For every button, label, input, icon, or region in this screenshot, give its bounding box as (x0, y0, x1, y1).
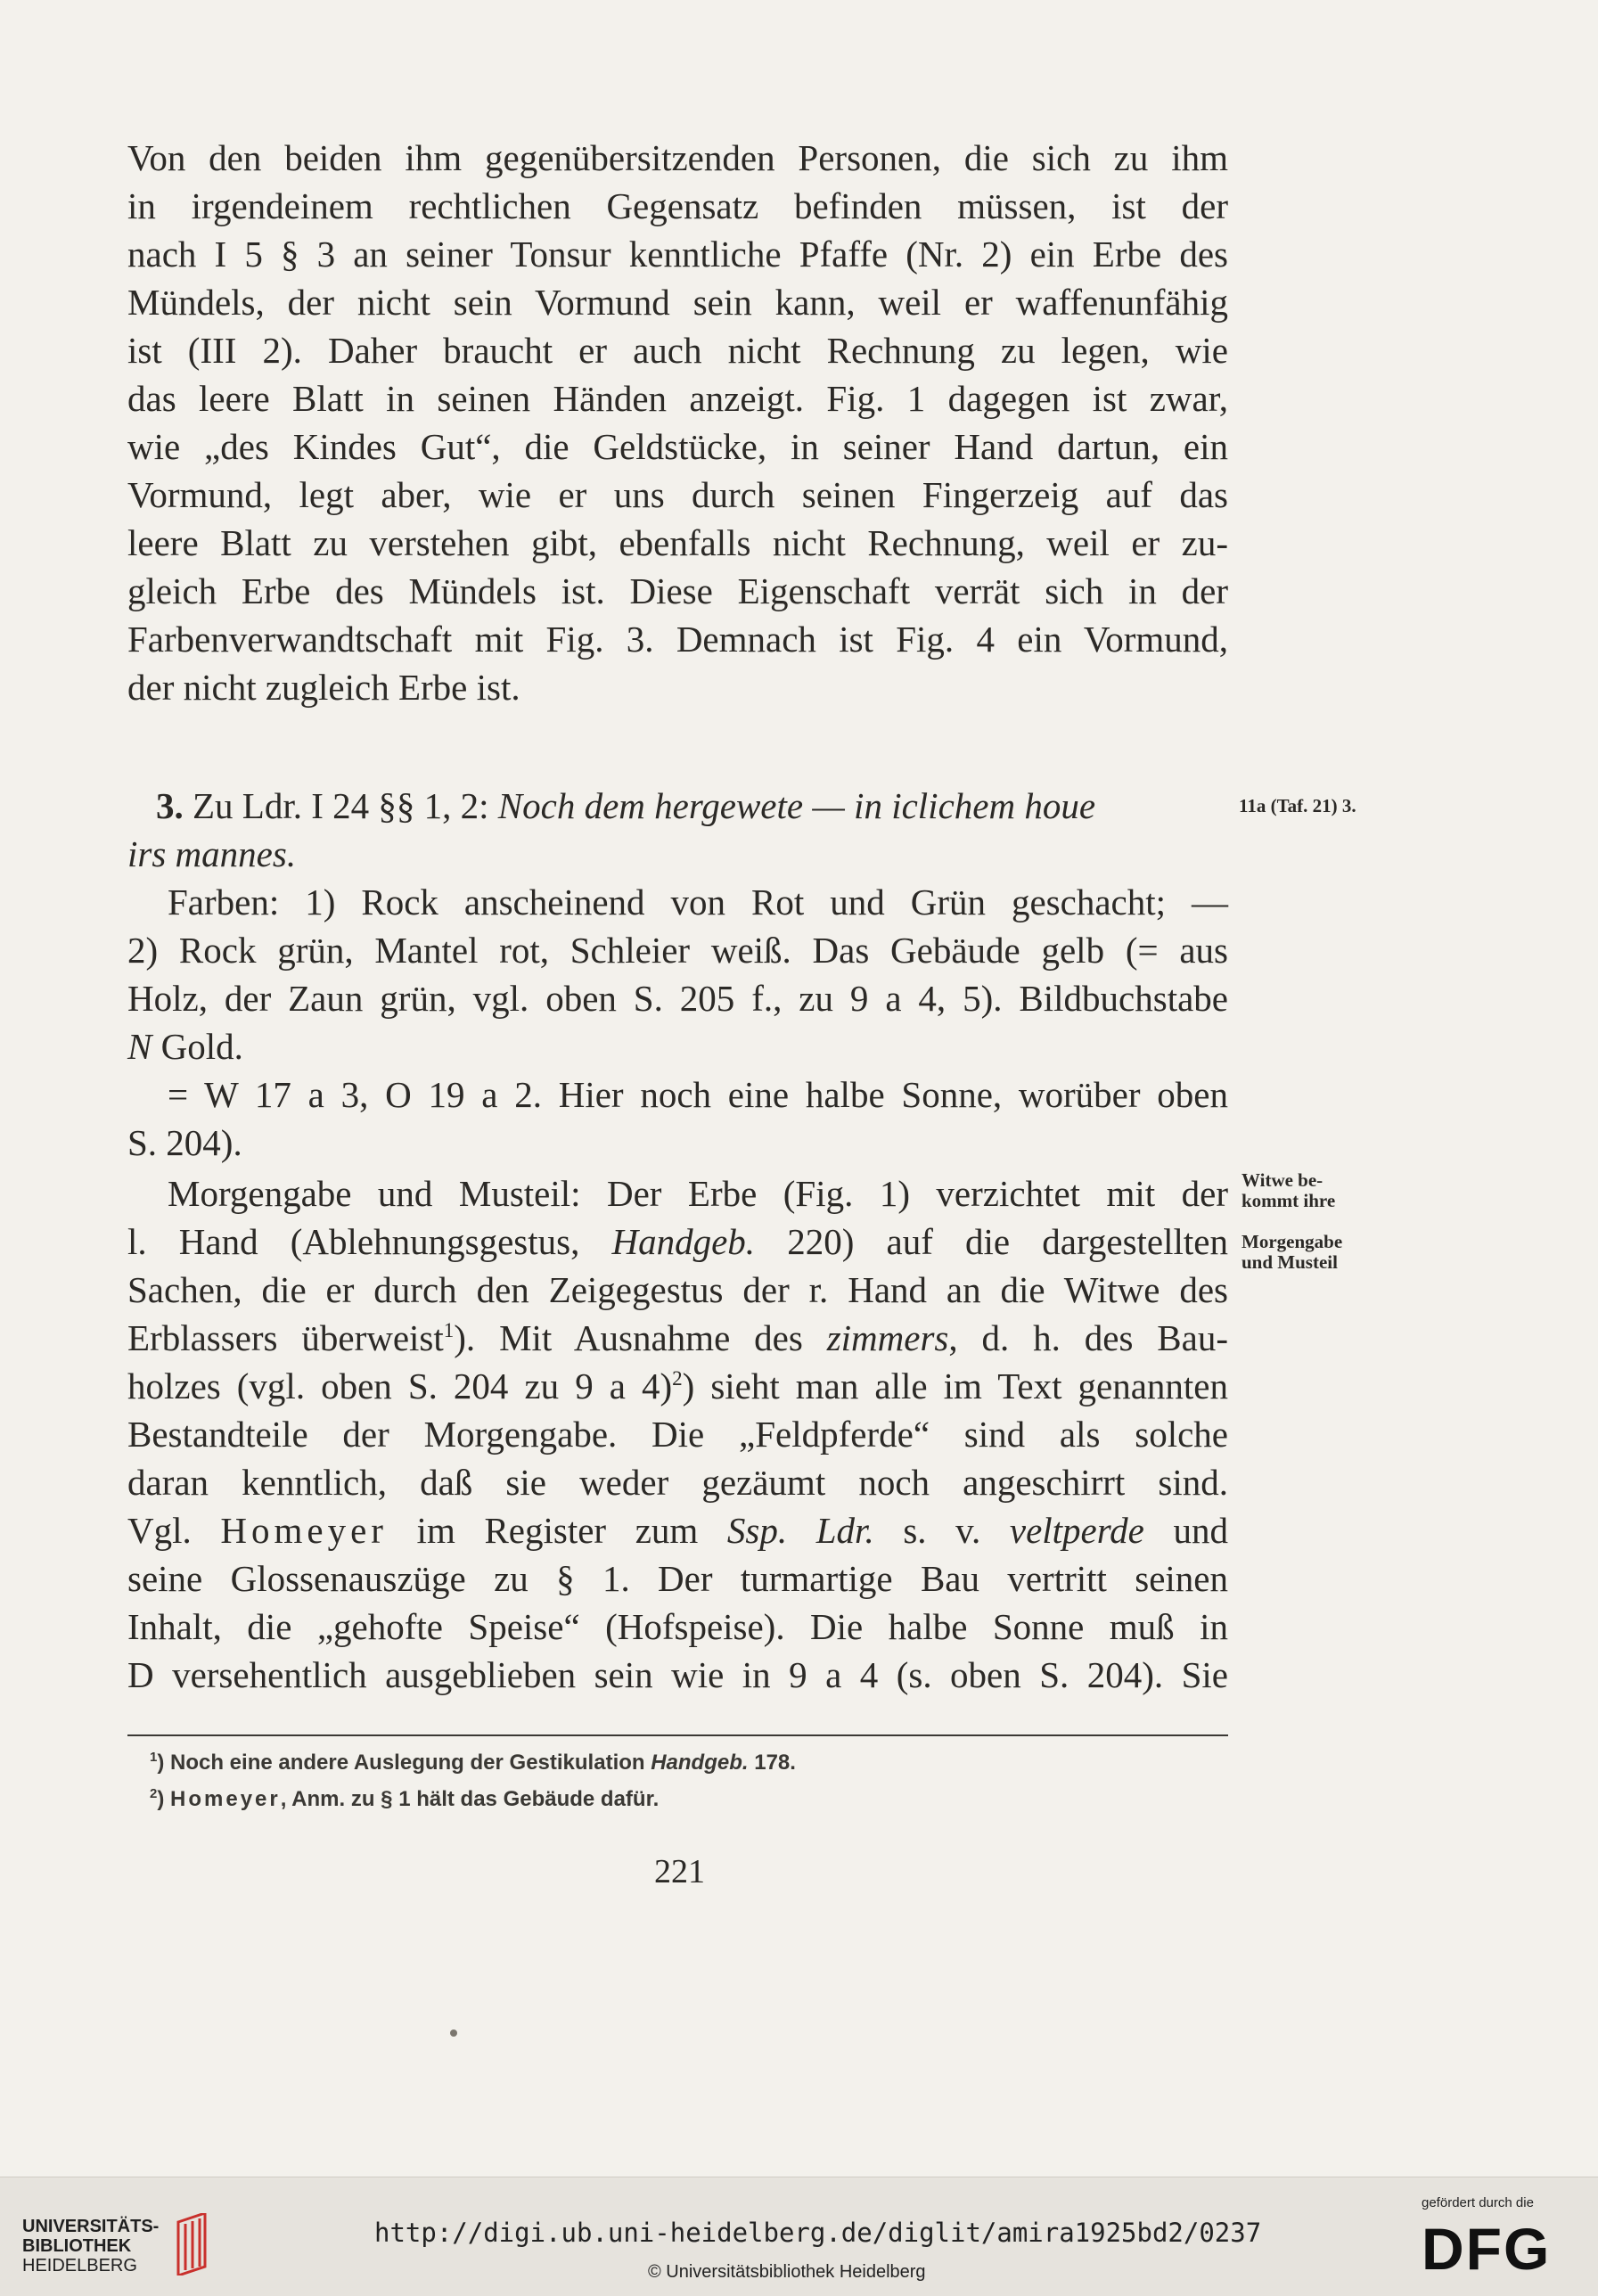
text-span: 220) auf die dargestellten (755, 1221, 1228, 1262)
university-library-logo[interactable] (22, 2213, 227, 2276)
text-line: ist (III 2). Daher braucht er auch nicht Rechnung zu legen, wie (127, 330, 1228, 371)
text-line (127, 1314, 1228, 1362)
side-reference: 11a (Taf. 21) 3. (1239, 795, 1356, 816)
text-line (127, 1506, 1228, 1554)
text-line: D versehentlich ausgeblieben sein wie in 9 a 4 (s. oben S. 204). Sie (127, 1654, 1228, 1695)
ub-emblem-icon (160, 2213, 232, 2276)
section-heading-quote: irs mannes. (127, 833, 297, 874)
text-span: Gold. (152, 1026, 243, 1067)
text-line: 2) Rock grün, Mantel rot, Schleier weiß. Das Gebäude gelb (= aus (127, 930, 1228, 971)
footnote-2 (150, 1781, 659, 1813)
text-line: Inhalt, die „gehofte Speise“ (Hofspeise). Die halbe Sonne muß in (127, 1606, 1228, 1647)
funding-note: gefördert durch die (1422, 2195, 1534, 2210)
margin-note-line: kommt ihre (1242, 1190, 1336, 1211)
text-line: wie „des Kindes Gut“, die Geldstücke, in seiner Hand dartun, ein (127, 426, 1228, 467)
section-heading-text: Zu Ldr. I 24 §§ 1, 2: (183, 785, 498, 826)
text-span: , d. h. des Bau- (948, 1317, 1228, 1358)
digitization-footer (0, 2177, 1598, 2296)
footnote-mark: 2 (150, 1786, 158, 1801)
permalink-url[interactable]: http://digi.ub.uni-heidelberg.de/diglit/amira1925bd2/0237 (374, 2218, 1262, 2248)
text-line (127, 1022, 243, 1070)
section-heading-quote: Noch dem hergewete — in iclichem houe (497, 785, 1096, 826)
footnote-text: , Anm. zu § 1 hält das Gebäude dafür. (280, 1787, 660, 1811)
text-span: ). Mit Ausnahme des (454, 1317, 827, 1358)
text-line: in irgendeinem rechtlichen Gegensatz befinden müssen, ist der (127, 185, 1228, 226)
text-line: Morgengabe und Musteil: Der Erbe (Fig. 1) verzichtet mit der (168, 1173, 1228, 1214)
text-line: Holz, der Zaun grün, vgl. oben S. 205 f., zu 9 a 4, 5). Bildbuchstabe (127, 978, 1228, 1019)
author-name: Homeyer (220, 1510, 388, 1551)
footnote-ref-2[interactable]: 2 (672, 1367, 683, 1390)
text-span: veltperde (1009, 1510, 1144, 1551)
text-span: holzes (vgl. oben S. 204 zu 9 a 4) (127, 1365, 673, 1406)
margin-note-line: und Musteil (1242, 1251, 1338, 1273)
footnote-mark: 1 (150, 1750, 158, 1765)
text-line: Farbenverwandtschaft mit Fig. 3. Demnach ist Fig. 4 ein Vormund, (127, 619, 1228, 660)
text-span: zimmers (826, 1317, 949, 1358)
text-line: S. 204). (127, 1122, 242, 1163)
text-span: Vgl. (127, 1510, 221, 1551)
logo-text: UNIVERSITÄTS- (22, 2217, 160, 2236)
author-name: Homeyer (170, 1787, 281, 1811)
footnote-text: Handgeb. (651, 1751, 749, 1775)
text-line: Von den beiden ihm gegenübersitzenden Personen, die sich zu ihm (127, 137, 1228, 178)
logo-text: BIBLIOTHEK (22, 2236, 132, 2256)
text-line: nach I 5 § 3 an seiner Tonsur kenntliche Pfaffe (Nr. 2) ein Erbe des (127, 234, 1228, 275)
text-line: das leere Blatt in seinen Händen anzeigt. Fig. 1 dagegen ist zwar, (127, 378, 1228, 419)
text-line: daran kenntlich, daß sie weder gezäumt noch angeschirrt sind. (127, 1462, 1228, 1503)
dfg-logo[interactable]: DFG (1422, 2216, 1552, 2282)
logo-text: HEIDELBERG (22, 2256, 137, 2276)
footnote-rule (127, 1734, 1228, 1736)
text-span: ) sieht man alle im Text genannten (682, 1365, 1228, 1406)
section-heading-line (156, 782, 1095, 830)
margin-note-line: Morgengabe (1242, 1231, 1343, 1252)
text-line: leere Blatt zu verstehen gibt, ebenfalls nicht Rechnung, weil er zu- (127, 522, 1228, 563)
text-line (127, 1362, 1228, 1410)
text-span: s. v. (873, 1510, 1010, 1551)
margin-note-line: Witwe be- (1242, 1169, 1323, 1191)
text-line: = W 17 a 3, O 19 a 2. Hier noch eine halbe Sonne, worüber oben (168, 1074, 1228, 1115)
scan-speck (450, 2030, 457, 2037)
text-line (127, 1218, 1228, 1266)
text-line: gleich Erbe des Mündels ist. Diese Eigenschaft verrät sich in der (127, 570, 1228, 611)
text-line: Vormund, legt aber, wie er uns durch seinen Fingerzeig auf das (127, 474, 1228, 515)
footnote-1 (150, 1744, 796, 1776)
text-span: Erblassers überweist (127, 1317, 444, 1358)
text-line: der nicht zugleich Erbe ist. (127, 667, 520, 708)
text-span: l. Hand (Ablehnungsgestus, (127, 1221, 612, 1262)
footnote-text: 178. (748, 1751, 796, 1775)
footnote-text: ) (157, 1787, 171, 1811)
footnote-ref-1[interactable]: 1 (443, 1319, 455, 1341)
text-span: im Register zum (387, 1510, 727, 1551)
text-span: Ssp. Ldr. (726, 1510, 874, 1551)
image-letter: N (127, 1026, 152, 1067)
text-line: Sachen, die er durch den Zeigegestus der r. Hand an die Witwe des (127, 1269, 1228, 1310)
copyright-note: © Universitätsbibliothek Heidelberg (648, 2262, 926, 2282)
text-line: Mündels, der nicht sein Vormund sein kann, weil er waffenunfähig (127, 282, 1228, 323)
section-heading-line (127, 830, 296, 878)
page-number: 221 (654, 1853, 705, 1890)
text-span: Handgeb. (611, 1221, 756, 1262)
section-number: 3. (156, 785, 184, 826)
text-line: Farben: 1) Rock anscheinend von Rot und Grün geschacht; — (168, 882, 1228, 922)
text-line: Bestandteile der Morgengabe. Die „Feldpferde“ sind als solche (127, 1414, 1228, 1455)
footnote-text: ) Noch eine andere Auslegung der Gestikulation (157, 1751, 651, 1775)
text-span: und (1143, 1510, 1229, 1551)
text-line: seine Glossenauszüge zu § 1. Der turmartige Bau vertritt seinen (127, 1558, 1228, 1599)
